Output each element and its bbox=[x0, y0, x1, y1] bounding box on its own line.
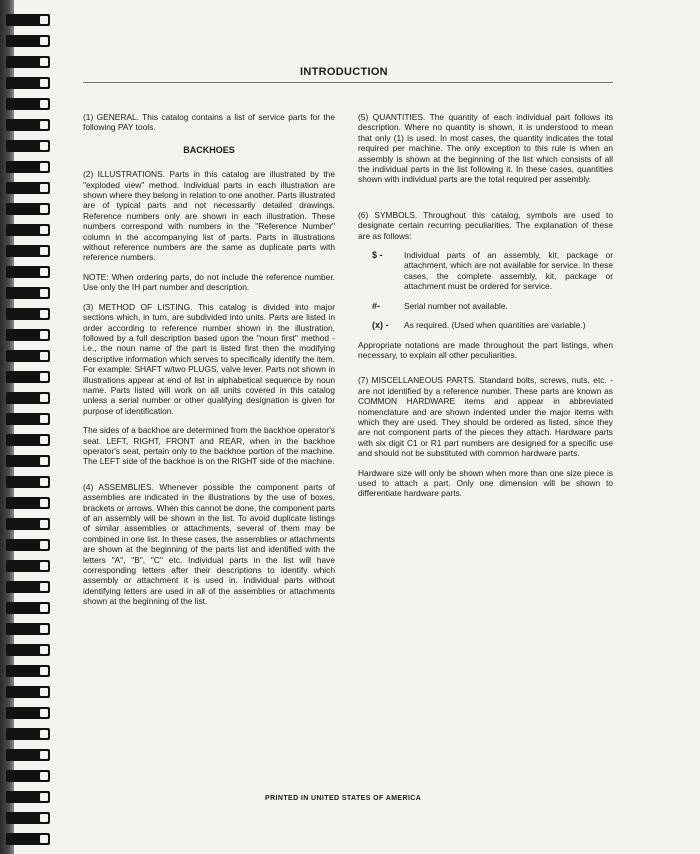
binding-ring bbox=[6, 56, 50, 68]
binding-ring bbox=[6, 203, 50, 215]
symbol-description: Serial number not available. bbox=[404, 300, 508, 311]
note-paragraph: NOTE: When ordering parts, do not include the reference number. Use only the IH part number and description. bbox=[83, 271, 335, 293]
binding-ring bbox=[6, 266, 50, 278]
method-paragraph: (3) METHOD OF LISTING. This catalog is divided into major sections which, in turn, are subdivided into units. Parts are listed in order according to reference number shown in the illustration, followed by a full description based upon the "noun first" method - i.e., the noun name of the part is listed first then the modifying descriptive information which serves to specifically identify the item. For example: SHAFT w/two PLUGS, valve lever. Parts not shown in illustrations appear at end of list in alphabetical sequence by noun name. Parts listed will work on all units covered in this catalog unless a serial number or other qualifying designation is given for purpose of identification. bbox=[83, 301, 335, 416]
binding-ring bbox=[6, 518, 50, 530]
binding-ring bbox=[6, 224, 50, 236]
binding-ring bbox=[6, 455, 50, 467]
binding-ring bbox=[6, 728, 50, 740]
symbol-mark: #- bbox=[372, 300, 381, 311]
left-column bbox=[83, 112, 335, 616]
binding-ring bbox=[6, 161, 50, 173]
symbol-item bbox=[358, 301, 613, 311]
backhoes-heading: BACKHOES bbox=[183, 144, 235, 155]
hardware-paragraph: Hardware size will only be shown when more than one size piece is used to attach a part. Only one dimension will be shown to differentiate hardware parts. bbox=[358, 467, 613, 499]
page-title: INTRODUCTION bbox=[300, 66, 388, 78]
notations-paragraph: Appropriate notations are made throughout the part listings, when necessary, to explain all other peculiarities. bbox=[358, 339, 613, 360]
binding-ring bbox=[6, 581, 50, 593]
binding-ring bbox=[6, 245, 50, 257]
binding-ring bbox=[6, 623, 50, 635]
binding-ring bbox=[6, 77, 50, 89]
binding-ring bbox=[6, 35, 50, 47]
binding-ring bbox=[6, 812, 50, 824]
binding-ring bbox=[6, 329, 50, 341]
binding-ring bbox=[6, 392, 50, 404]
binding-ring bbox=[6, 665, 50, 677]
sides-paragraph: The sides of a backhoe are determined from the backhoe operator's seat. LEFT, RIGHT, FRONT and REAR, when in the backhoe operator's seat, pertain only to the backhoe portion of the machine. The LEFT side of the backhoe is on the RIGHT side of the machine. bbox=[83, 425, 335, 467]
binding-ring bbox=[6, 287, 50, 299]
binding-ring bbox=[6, 434, 50, 446]
binding-ring bbox=[6, 497, 50, 509]
assemblies-paragraph: (4) ASSEMBLIES. Whenever possible the component parts of assemblies are indicated in the illustrations by the use of boxes, brackets or arrows. When this cannot be done, the component parts of an assembly will be shown in the list. To avoid duplicate listings of similar assemblies or attachments, several of them may be combined in one list. In these cases, the assemblies or attachments are shown at the beginning of the parts list and identified with the letters "A", "B", "C" etc. Individual parts in the list will have corresponding letters after their descriptions to identify which assembly or attachment it is used in. Individual parts without identifying letters are used in all of the assemblies or attachments shown at the beginning of the list. bbox=[83, 481, 335, 607]
symbol-item bbox=[358, 320, 613, 330]
binding-ring bbox=[6, 833, 50, 845]
symbols-paragraph: (6) SYMBOLS. Throughout this catalog, symbols are used to designate certain recurring peculiarities. The explanation of these are as follows: bbox=[358, 209, 613, 241]
symbol-mark: (x) - bbox=[372, 320, 389, 331]
binding-ring bbox=[6, 602, 50, 614]
general-paragraph: (1) GENERAL. This catalog contains a list of service parts for the following PAY tools. bbox=[83, 112, 335, 133]
binding-ring bbox=[6, 98, 50, 110]
title-rule bbox=[83, 82, 613, 83]
binding-ring bbox=[6, 476, 50, 488]
binding-ring bbox=[6, 413, 50, 425]
binding-ring bbox=[6, 770, 50, 782]
binding-ring bbox=[6, 560, 50, 572]
binding-ring bbox=[6, 350, 50, 362]
binding-ring bbox=[6, 119, 50, 131]
binding-ring bbox=[6, 308, 50, 320]
binding-ring bbox=[6, 686, 50, 698]
binding-ring bbox=[6, 182, 50, 194]
quantities-paragraph: (5) QUANTITIES. The quantity of each individual part follows its description. Where no quantity is shown, it is understood to mean that only (1) is used. In most cases, the quantity indicates the total required per machine. The only exception to this rule is when an assembly is shown at the beginning of the list which consists of all the individual parts in the list following it. In these cases, quantities shown with individual parts are the total required per assembly. bbox=[358, 112, 613, 185]
binding-ring bbox=[6, 644, 50, 656]
binding-ring bbox=[6, 791, 50, 803]
printed-footer: PRINTED IN UNITED STATES OF AMERICA bbox=[265, 795, 422, 802]
binding-ring bbox=[6, 539, 50, 551]
binding-ring bbox=[6, 707, 50, 719]
right-column bbox=[358, 112, 613, 508]
spiral-binding bbox=[0, 0, 52, 854]
misc-parts-paragraph: (7) MISCELLANEOUS PARTS. Standard bolts, screws, nuts, etc. - are not identified by a reference number. These parts are known as COMMON HARDWARE items and appear in abbreviated nomenclature and are shown indented under the major items with which they are used. They should be ordered as listed, since they are not component parts of the pieces they attach. Hardware parts with six digit C1 or R1 part numbers are designed for a specific use and should not be substituted with common hardware parts. bbox=[358, 375, 613, 459]
binding-ring bbox=[6, 140, 50, 152]
symbol-description: As required. (Used when quantities are variable.) bbox=[404, 320, 586, 331]
symbol-description: Individual parts of an assembly, kit, package or attachment, which are not available for service. In these cases, the complete assembly, kit, package or attachment must be ordered for service. bbox=[404, 250, 613, 292]
illustrations-paragraph: (2) ILLUSTRATIONS. Parts in this catalog are illustrated by the "exploded view" method. Individual parts in each illustration are shown where they belong in relation to one another. Parts illustrated are of typical parts and not necessarily detailed drawings. Reference numbers only are shown in each illustration. These numbers correspond with numbers in the "Reference Number" column in the accompanying list of parts. Parts in illustrations without reference numbers are the same as duplicate parts with reference numbers. bbox=[83, 169, 335, 263]
binding-ring bbox=[6, 14, 50, 26]
symbol-mark: $ - bbox=[372, 250, 383, 261]
symbol-item bbox=[358, 250, 613, 292]
binding-ring bbox=[6, 749, 50, 761]
binding-ring bbox=[6, 371, 50, 383]
